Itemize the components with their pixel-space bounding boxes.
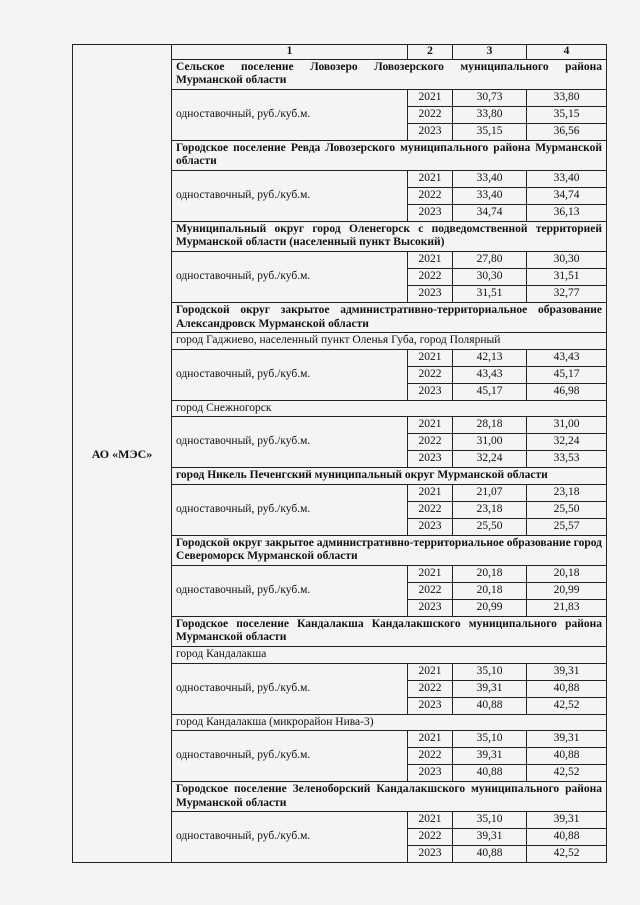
year-cell: 2022 [408,748,453,765]
rate-type-label: одноставочный, руб./куб.м. [172,731,408,782]
year-cell: 2021 [408,417,453,434]
tariff-value-h2: 30,30 [527,251,607,268]
tariff-value-h2: 42,52 [527,765,607,782]
tariff-value-h1: 20,18 [453,582,527,599]
rate-type-label: одноставочный, руб./куб.м. [172,89,408,140]
tariff-value-h2: 32,77 [527,285,607,302]
tariff-value-h1: 45,17 [453,383,527,400]
tariff-value-h1: 39,31 [453,680,527,697]
subsection-title: город Кандалакша [172,647,607,664]
year-cell: 2021 [408,663,453,680]
tariff-value-h1: 23,18 [453,501,527,518]
organization-cell [73,45,172,863]
section-title: Городское поселение Зеленоборский Кандалакшского муниципального района Мурманской области [172,782,607,812]
tariff-value-h1: 43,43 [453,366,527,383]
year-cell: 2021 [408,484,453,501]
tariff-value-h1: 42,13 [453,349,527,366]
year-cell: 2022 [408,187,453,204]
year-cell: 2023 [408,204,453,221]
organization-name: АО «МЭС» [91,446,153,461]
tariff-value-h2: 36,13 [527,204,607,221]
tariff-value-h2: 42,52 [527,697,607,714]
tariff-value-h2: 20,18 [527,565,607,582]
section-title: Городское поселение Ревда Ловозерского муниципального района Мурманской области [172,140,607,170]
year-cell: 2022 [408,680,453,697]
tariff-value-h2: 43,43 [527,349,607,366]
year-cell: 2023 [408,518,453,535]
year-cell: 2021 [408,89,453,106]
rate-type-label: одноставочный, руб./куб.м. [172,417,408,468]
tariff-value-h1: 20,99 [453,599,527,616]
header-col-3: 3 [453,45,527,60]
tariff-value-h2: 40,88 [527,680,607,697]
tariff-value-h1: 40,88 [453,846,527,863]
year-cell: 2021 [408,812,453,829]
tariff-value-h1: 28,18 [453,417,527,434]
tariff-value-h1: 30,30 [453,268,527,285]
tariff-value-h1: 33,40 [453,187,527,204]
year-cell: 2022 [408,106,453,123]
tariff-value-h1: 35,10 [453,812,527,829]
year-cell: 2021 [408,170,453,187]
year-cell: 2021 [408,731,453,748]
subsection-title: город Гаджиево, населенный пункт Оленья Губа, город Полярный [172,333,607,350]
header-col-1: 1 [172,45,408,60]
header-col-4: 4 [527,45,607,60]
tariff-value-h2: 39,31 [527,812,607,829]
tariff-value-h2: 32,24 [527,434,607,451]
year-cell: 2023 [408,846,453,863]
tariff-value-h1: 34,74 [453,204,527,221]
year-cell: 2023 [408,451,453,468]
tariff-value-h2: 46,98 [527,383,607,400]
tariff-value-h1: 30,73 [453,89,527,106]
tariff-value-h1: 27,80 [453,251,527,268]
tariff-value-h2: 25,57 [527,518,607,535]
tariff-value-h1: 39,31 [453,829,527,846]
tariff-value-h2: 25,50 [527,501,607,518]
tariff-value-h2: 23,18 [527,484,607,501]
subsection-title: город Кандалакша (микрорайон Нива-3) [172,714,607,731]
year-cell: 2022 [408,501,453,518]
rate-type-label: одноставочный, руб./куб.м. [172,170,408,221]
section-title: город Никель Печенгский муниципальный округ Мурманской области [172,468,607,485]
rate-type-label: одноставочный, руб./куб.м. [172,565,408,616]
subsection-title: город Снежногорск [172,400,607,417]
year-cell: 2023 [408,697,453,714]
tariff-value-h1: 35,15 [453,123,527,140]
tariff-value-h2: 40,88 [527,748,607,765]
tariff-value-h2: 33,80 [527,89,607,106]
year-cell: 2023 [408,599,453,616]
year-cell: 2022 [408,829,453,846]
tariff-value-h2: 36,56 [527,123,607,140]
tariff-table [72,44,607,863]
tariff-value-h2: 21,83 [527,599,607,616]
tariff-value-h2: 31,00 [527,417,607,434]
section-title: Городское поселение Кандалакша Кандалакшского муниципального района Мурманской области [172,616,607,646]
tariff-value-h2: 42,52 [527,846,607,863]
tariff-value-h2: 40,88 [527,829,607,846]
year-cell: 2021 [408,565,453,582]
tariff-value-h2: 20,99 [527,582,607,599]
year-cell: 2023 [408,123,453,140]
section-title: Сельское поселение Ловозеро Ловозерского муниципального района Мурманской области [172,59,607,89]
tariff-value-h2: 35,15 [527,106,607,123]
rate-type-label: одноставочный, руб./куб.м. [172,484,408,535]
tariff-value-h1: 35,10 [453,731,527,748]
tariff-value-h1: 31,00 [453,434,527,451]
year-cell: 2023 [408,285,453,302]
tariff-value-h1: 33,80 [453,106,527,123]
header-row [73,45,607,60]
rate-type-label: одноставочный, руб./куб.м. [172,812,408,863]
year-cell: 2022 [408,582,453,599]
tariff-value-h1: 21,07 [453,484,527,501]
year-cell: 2023 [408,765,453,782]
year-cell: 2021 [408,349,453,366]
tariff-value-h2: 45,17 [527,366,607,383]
tariff-value-h2: 33,53 [527,451,607,468]
year-cell: 2022 [408,366,453,383]
section-title: Городской округ закрытое административно-территориальное образование город Североморск Мурманской области [172,535,607,565]
tariff-value-h1: 35,10 [453,663,527,680]
tariff-value-h2: 39,31 [527,663,607,680]
tariff-value-h1: 39,31 [453,748,527,765]
tariff-value-h2: 39,31 [527,731,607,748]
tariff-value-h1: 40,88 [453,697,527,714]
tariff-value-h2: 33,40 [527,170,607,187]
tariff-value-h1: 31,51 [453,285,527,302]
section-title: Муниципальный округ город Оленегорск с подведомственной территорией Мурманской области (населенный пункт Высокий) [172,221,607,251]
rate-type-label: одноставочный, руб./куб.м. [172,663,408,714]
rate-type-label: одноставочный, руб./куб.м. [172,349,408,400]
tariff-value-h1: 32,24 [453,451,527,468]
year-cell: 2023 [408,383,453,400]
tariff-value-h1: 25,50 [453,518,527,535]
section-title: Городской округ закрытое административно-территориальное образование Александровск Мурманской области [172,302,607,332]
rate-type-label: одноставочный, руб./куб.м. [172,251,408,302]
header-col-2: 2 [408,45,453,60]
year-cell: 2022 [408,434,453,451]
tariff-value-h1: 20,18 [453,565,527,582]
year-cell: 2021 [408,251,453,268]
tariff-value-h1: 33,40 [453,170,527,187]
tariff-value-h1: 40,88 [453,765,527,782]
year-cell: 2022 [408,268,453,285]
tariff-value-h2: 31,51 [527,268,607,285]
tariff-value-h2: 34,74 [527,187,607,204]
